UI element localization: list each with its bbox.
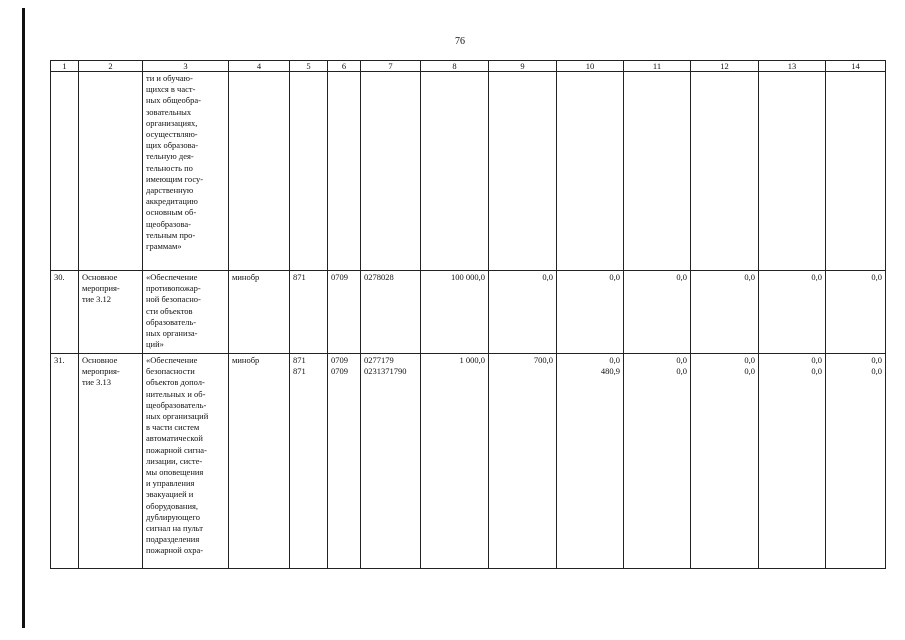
column-header-12: 12 <box>691 61 759 72</box>
empty-cell <box>361 72 421 271</box>
empty-cell <box>557 72 624 271</box>
cell-value: 0,0 <box>811 272 822 282</box>
amount-cell-12 <box>691 271 759 354</box>
description-line: нительных и об- <box>146 388 206 399</box>
description-line: безопасности <box>146 366 195 377</box>
cell-value: 0277179 <box>364 355 394 365</box>
amount-cell-14 <box>826 354 886 569</box>
empty-cell <box>51 72 79 271</box>
cell-value: 0,0 <box>676 355 687 365</box>
cell-value: 0,0 <box>871 272 882 282</box>
column-header-13: 13 <box>759 61 826 72</box>
amount-cell-10 <box>557 271 624 354</box>
description-line: пожарной сигна- <box>146 444 207 455</box>
row-number-cell: 31. <box>51 354 79 569</box>
description-line: «Обеспечение <box>146 272 198 282</box>
table-row <box>51 354 886 569</box>
description-line: сигнал на пульт <box>146 523 203 534</box>
cell-value: 0709 <box>331 355 348 365</box>
activity-type-line: тие 3.12 <box>82 294 112 305</box>
grbs-cell <box>290 271 328 354</box>
activity-type-line: мероприя- <box>82 366 120 377</box>
column-header-6: 6 <box>328 61 361 72</box>
description-line: граммам» <box>146 241 182 252</box>
description-line: и управления <box>146 478 195 489</box>
column-header-2: 2 <box>79 61 143 72</box>
empty-cell <box>624 72 691 271</box>
cell-value: 0,0 <box>676 272 687 282</box>
cell-value: 0,0 <box>542 272 553 282</box>
column-header-8: 8 <box>421 61 489 72</box>
cell-value: 0,0 <box>744 355 755 365</box>
cell-value: 700,0 <box>533 355 553 365</box>
cell-value: 1 000,0 <box>459 355 485 365</box>
data-table <box>50 60 886 569</box>
description-line: осуществляю- <box>146 129 198 140</box>
column-header-1: 1 <box>51 61 79 72</box>
row-number-cell: 30. <box>51 271 79 354</box>
cell-value: 0709 <box>331 366 348 377</box>
cell-value: 0,0 <box>676 366 687 377</box>
empty-cell <box>826 72 886 271</box>
margin-bar <box>22 8 25 628</box>
column-header-10: 10 <box>557 61 624 72</box>
cell-value: 0,0 <box>811 355 822 365</box>
description-line: аккредитацию <box>146 196 198 207</box>
cell-value: 100 000,0 <box>451 272 485 282</box>
amount-cell-14 <box>826 271 886 354</box>
amount-cell-13 <box>759 354 826 569</box>
description-line: автоматической <box>146 433 203 444</box>
cell-value: 871 <box>293 366 306 377</box>
description-line: лизации, систе- <box>146 455 203 466</box>
description-line: имеющим госу- <box>146 173 204 184</box>
description-line: ных организаций <box>146 411 209 422</box>
description-line: ти и обучаю- <box>146 73 193 83</box>
description-line: объектов допол- <box>146 377 205 388</box>
activity-type-line: мероприя- <box>82 283 120 294</box>
header-row <box>51 61 886 72</box>
description-line: тельную дея- <box>146 151 194 162</box>
column-header-9: 9 <box>489 61 557 72</box>
activity-type-cell <box>79 354 143 569</box>
description-line: дарственную <box>146 185 194 196</box>
description-line: дублирующего <box>146 511 200 522</box>
csr-cell <box>361 354 421 569</box>
description-line: эвакуацией и <box>146 489 194 500</box>
rzpr-cell <box>328 354 361 569</box>
description-line: «Обеспечение <box>146 355 198 365</box>
description-line: подразделения <box>146 534 200 545</box>
amount-cell-11 <box>624 271 691 354</box>
column-header-3: 3 <box>143 61 229 72</box>
grbs-cell <box>290 354 328 569</box>
cell-value: 0709 <box>331 272 348 282</box>
activity-type-line: Основное <box>82 355 118 365</box>
amount-cell-11 <box>624 354 691 569</box>
cell-value: 0231371790 <box>364 366 407 377</box>
page-number: 76 <box>455 36 465 47</box>
description-line: ных общеобра- <box>146 95 201 106</box>
cell-value <box>492 366 553 377</box>
description-line: образователь- <box>146 316 197 327</box>
empty-cell <box>489 72 557 271</box>
cell-value: 0,0 <box>609 355 620 365</box>
description-cell <box>143 72 229 271</box>
column-header-14: 14 <box>826 61 886 72</box>
description-line: щих образова- <box>146 140 199 151</box>
description-line: ных организа- <box>146 328 198 339</box>
description-line: сти объектов <box>146 305 193 316</box>
table-row-continuation <box>51 72 886 271</box>
csr-cell <box>361 271 421 354</box>
description-line: тельным про- <box>146 229 196 240</box>
description-line: щеобразователь- <box>146 399 207 410</box>
description-line: щеобразова- <box>146 218 191 229</box>
cell-value: 0,0 <box>871 366 882 377</box>
amount-cell-9 <box>489 354 557 569</box>
description-cell <box>143 271 229 354</box>
empty-cell <box>290 72 328 271</box>
description-line: пожарной охра- <box>146 545 204 556</box>
description-line: мы оповещения <box>146 467 204 478</box>
table-row <box>51 271 886 354</box>
rzpr-cell <box>328 271 361 354</box>
empty-cell <box>759 72 826 271</box>
empty-cell <box>229 72 290 271</box>
column-header-5: 5 <box>290 61 328 72</box>
description-line: зовательных <box>146 106 192 117</box>
description-line: в части систем <box>146 422 200 433</box>
description-line: ной безопасно- <box>146 294 201 305</box>
empty-cell <box>328 72 361 271</box>
description-cell <box>143 354 229 569</box>
cell-value: 871 <box>293 355 306 365</box>
cell-value: 0,0 <box>871 355 882 365</box>
executor-cell: минобр <box>229 271 290 354</box>
executor-cell: минобр <box>229 354 290 569</box>
cell-value <box>424 366 485 377</box>
amount-cell-13 <box>759 271 826 354</box>
cell-value: 871 <box>293 272 306 282</box>
empty-cell <box>691 72 759 271</box>
amount-cell-8 <box>421 354 489 569</box>
description-line: оборудования, <box>146 500 199 511</box>
cell-value: 0278028 <box>364 272 394 282</box>
activity-type-line: Основное <box>82 272 118 282</box>
amount-cell-8 <box>421 271 489 354</box>
cell-value: 0,0 <box>744 272 755 282</box>
cell-value: 0,0 <box>811 366 822 377</box>
column-header-7: 7 <box>361 61 421 72</box>
column-header-11: 11 <box>624 61 691 72</box>
activity-type-cell <box>79 271 143 354</box>
amount-cell-12 <box>691 354 759 569</box>
empty-cell <box>421 72 489 271</box>
cell-value: 0,0 <box>744 366 755 377</box>
empty-cell <box>79 72 143 271</box>
description-line: основным об- <box>146 207 197 218</box>
description-line: тельность по <box>146 162 193 173</box>
description-line: организациях, <box>146 117 198 128</box>
description-line: щихся в част- <box>146 84 196 95</box>
column-header-4: 4 <box>229 61 290 72</box>
cell-value: 480,9 <box>600 366 620 377</box>
description-line: ций» <box>146 339 164 350</box>
amount-cell-9 <box>489 271 557 354</box>
amount-cell-10 <box>557 354 624 569</box>
cell-value: 0,0 <box>609 272 620 282</box>
activity-type-line: тие 3.13 <box>82 377 112 388</box>
description-line: противопожар- <box>146 283 201 294</box>
